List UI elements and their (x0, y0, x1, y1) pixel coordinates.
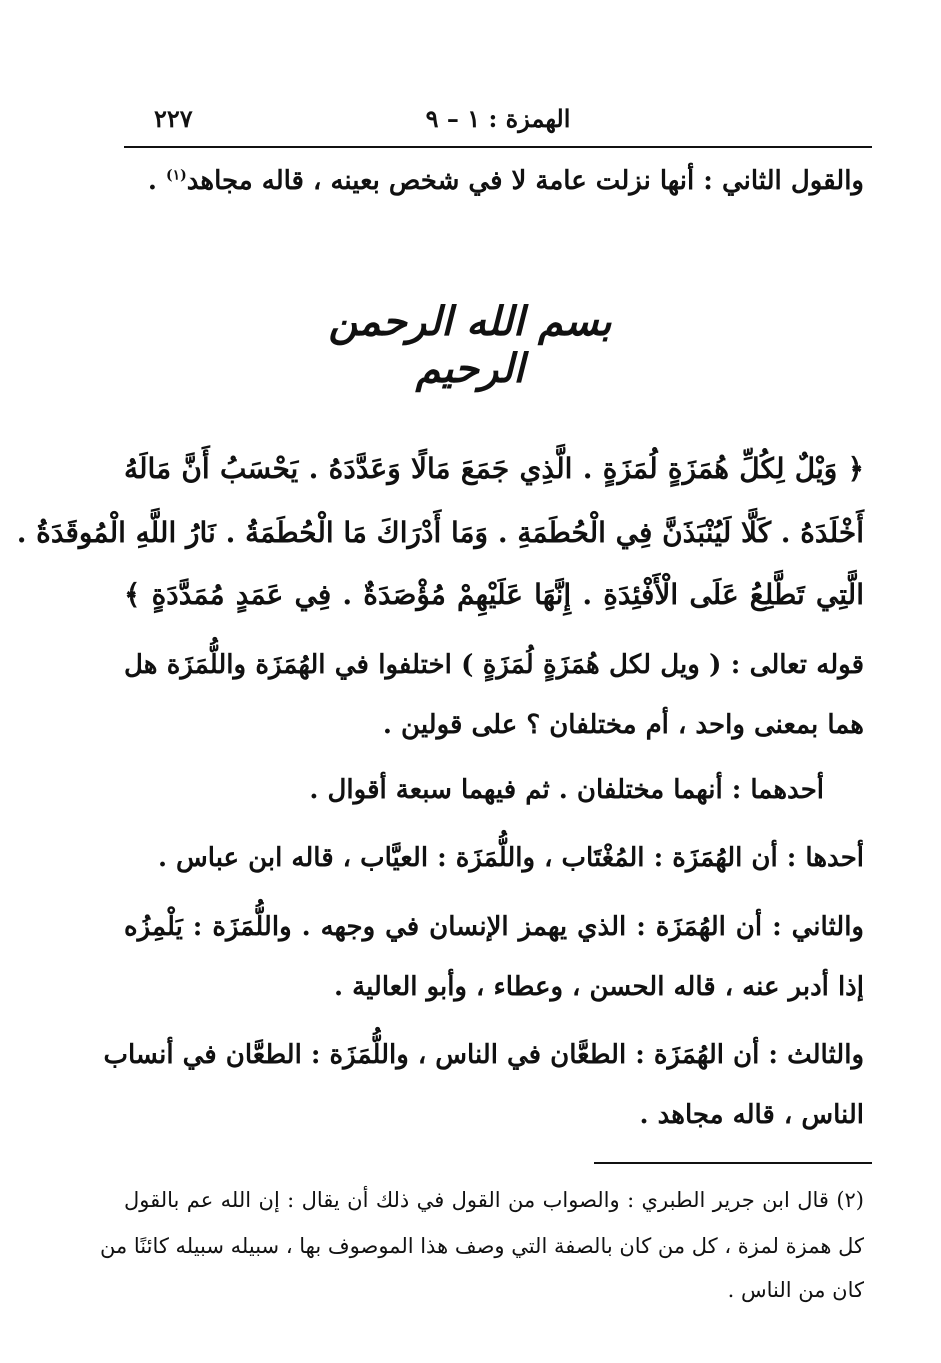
quran-line: الَّتِي تَطَّلِعُ عَلَى الْأَفْئِدَةِ . إِنَّهَا عَلَيْهِمْ مُؤْصَدَةٌ . فِي عَمَدٍ مُمَدَّدَةٍ ﴾ (124, 578, 864, 611)
body-line: إذا أدبر عنه ، قاله الحسن ، وعطاء ، وأبو العالية . (334, 972, 864, 1002)
page-header (124, 100, 872, 140)
body-line: والثالث : أن الهُمَزَة : الطعَّان في الناس ، واللُّمَزَة : الطعَّان في أنساب (103, 1040, 864, 1070)
body-line: أحدها : أن الهُمَزَة : المُغْتَاب ، واللُّمَزَة : العيَّاب ، قاله ابن عباس . (157, 843, 864, 873)
body-line: هما بمعنى واحد ، أم مختلفان ؟ على قولين . (382, 710, 864, 740)
top-line (124, 166, 864, 196)
top-line-end: . (147, 166, 166, 196)
page-number: ٢٢٧ (154, 104, 193, 133)
body-line: والثاني : أن الهُمَزَة : الذي يهمز الإنسان في وجهه . واللُّمَزَة : يَلْمِزُه (124, 912, 864, 942)
top-line-text: والقول الثاني : أنها نزلت عامة لا في شخص بعينه ، قاله مجاهد (186, 166, 864, 196)
header-rule (124, 146, 872, 148)
footnote-line: (٢) قال ابن جرير الطبري : والصواب من القول في ذلك أن يقال : إن الله عم بالقول (124, 1188, 864, 1212)
footnote-line: كل همزة لمزة ، كل من كان بالصفة التي وصف هذا الموصوف بها ، سبيله سبيله كائنًا من (99, 1234, 864, 1258)
quran-line: ﴿ وَيْلٌ لِكُلِّ هُمَزَةٍ لُمَزَةٍ . الَّذِي جَمَعَ مَالًا وَعَدَّدَهُ . يَحْسَبُ أَنَّ مَالَهُ (124, 452, 864, 485)
footnote-reference: (١) (165, 167, 187, 184)
footnote-rule (594, 1162, 872, 1164)
quran-line: أَخْلَدَهُ . كَلَّا لَيُنْبَذَنَّ فِي الْحُطَمَةِ . وَمَا أَدْرَاكَ مَا الْحُطَمَةُ . نَارُ اللَّهِ الْمُوقَدَةُ . (16, 516, 864, 549)
running-head: الهمزة : ١ – ٩ (425, 104, 571, 133)
body-line: أحدهما : أنهما مختلفان . ثم فيهما سبعة أقوال . (309, 775, 824, 805)
body-line: الناس ، قاله مجاهد . (639, 1100, 864, 1130)
footnote-line: كان من الناس . (727, 1278, 864, 1302)
body-line: قوله تعالى : ( ويل لكل هُمَزَةٍ لُمَزَةٍ ) اختلفوا في الهُمَزَة واللُّمَزَة هل (124, 650, 864, 680)
basmala-calligraphy: بسم الله الرحمن الرحيم (328, 298, 612, 392)
